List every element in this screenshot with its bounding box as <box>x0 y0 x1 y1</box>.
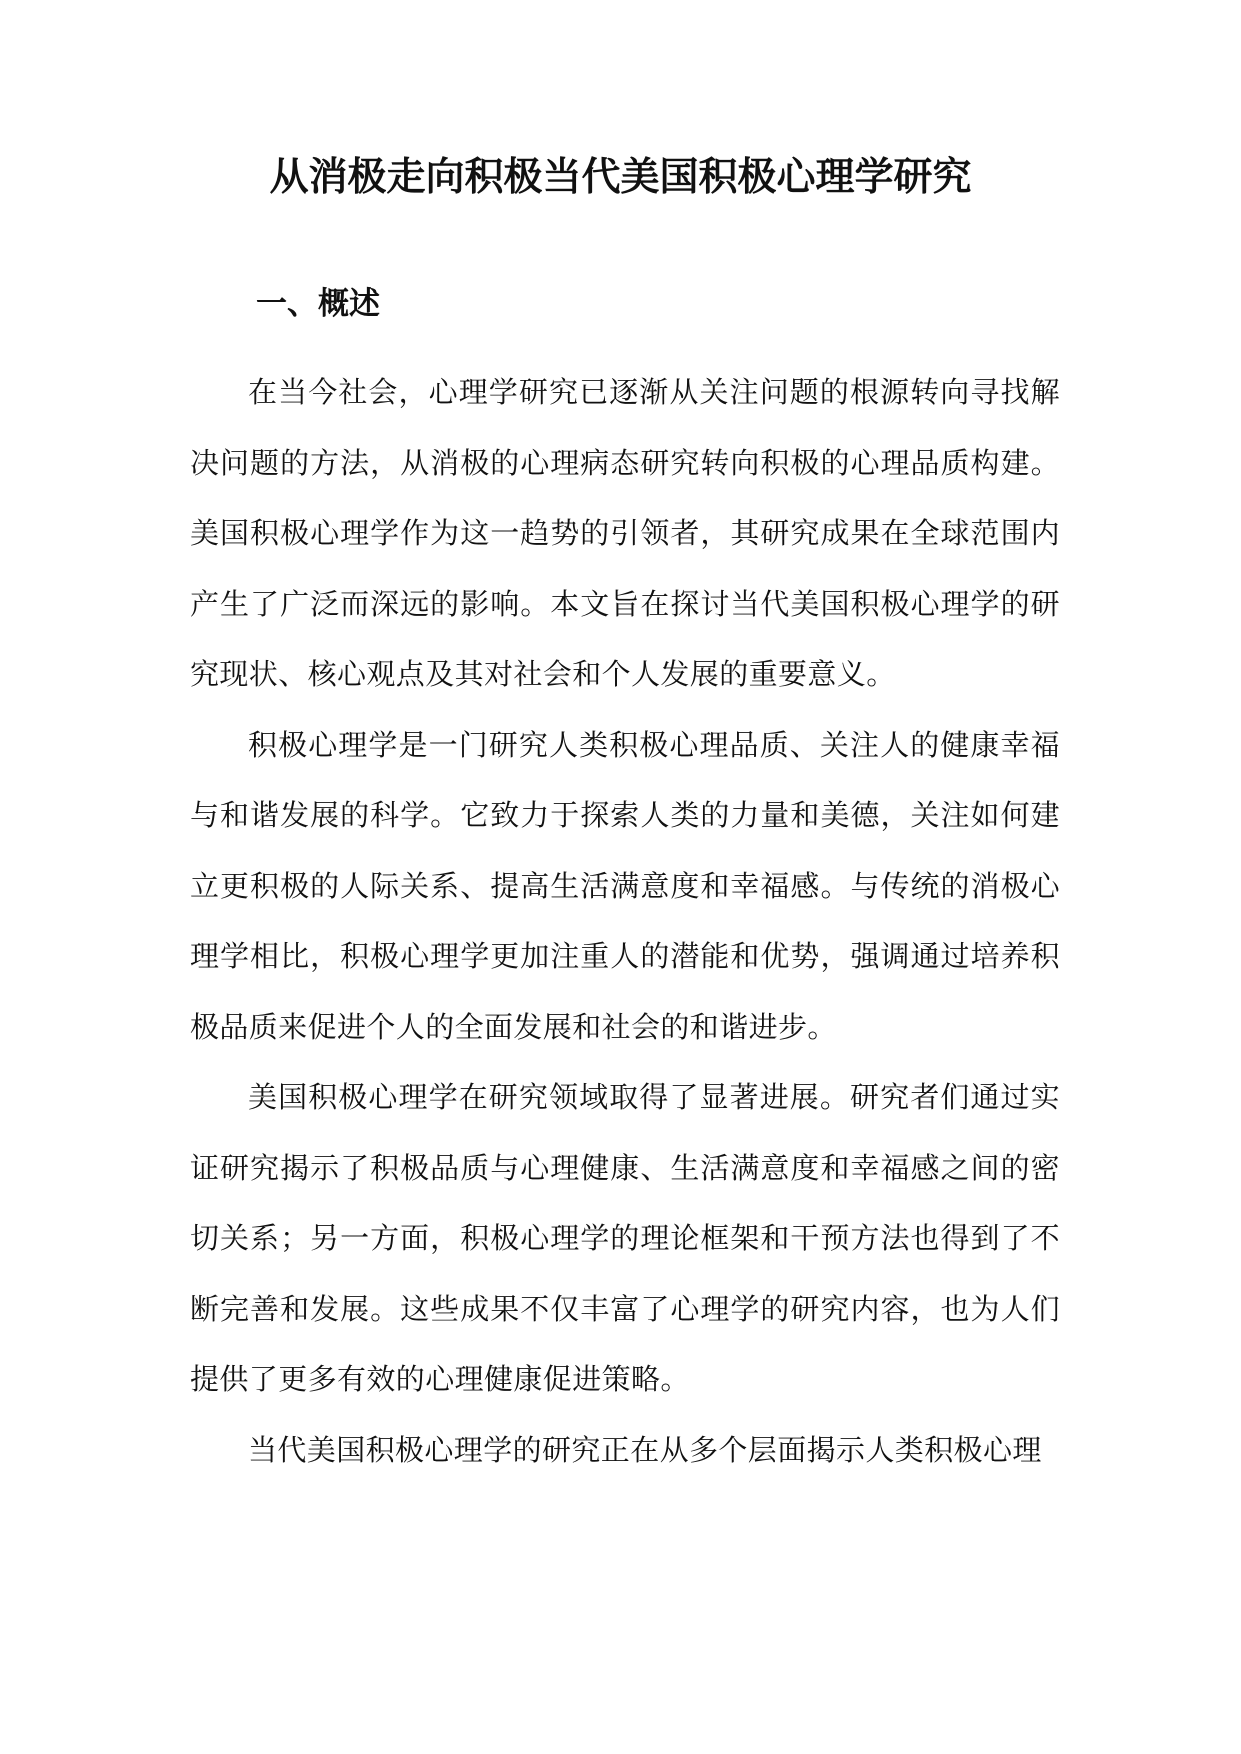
document-title: 从消极走向积极当代美国积极心理学研究 <box>269 155 972 200</box>
section-heading: 一、概述 <box>256 286 380 322</box>
paragraph-4: 当代美国积极心理学的研究正在从多个层面揭示人类积极心理 <box>248 1432 1042 1467</box>
paragraph-2: 积极心理学是一门研究人类积极心理品质、关注人的健康幸福与和谐发展的科学。它致力于探索人类的力量和美德，关注如何建立更积极的人际关系、提高生活满意度和幸福感。与传统的消极心理学相比，积极心理学更加注重人的潜能和优势，强调通过培养积极品质来促进个人的全面发展和社会的和谐进步。 <box>190 727 1060 1044</box>
paragraph-1: 在当今社会，心理学研究已逐渐从关注问题的根源转向寻找解决问题的方法，从消极的心理病态研究转向积极的心理品质构建。美国积极心理学作为这一趋势的引领者，其研究成果在全球范围内产生了广泛而深远的影响。本文旨在探讨当代美国积极心理学的研究现状、核心观点及其对社会和个人发展的重要意义。 <box>190 375 1060 691</box>
paragraph-3: 美国积极心理学在研究领域取得了显著进展。研究者们通过实证研究揭示了积极品质与心理健康、生活满意度和幸福感之间的密切关系；另一方面，积极心理学的理论框架和干预方法也得到了不断完善和发展。这些成果不仅丰富了心理学的研究内容，也为人们提供了更多有效的心理健康促进策略。 <box>190 1080 1060 1396</box>
document-body <box>190 357 1060 1485</box>
